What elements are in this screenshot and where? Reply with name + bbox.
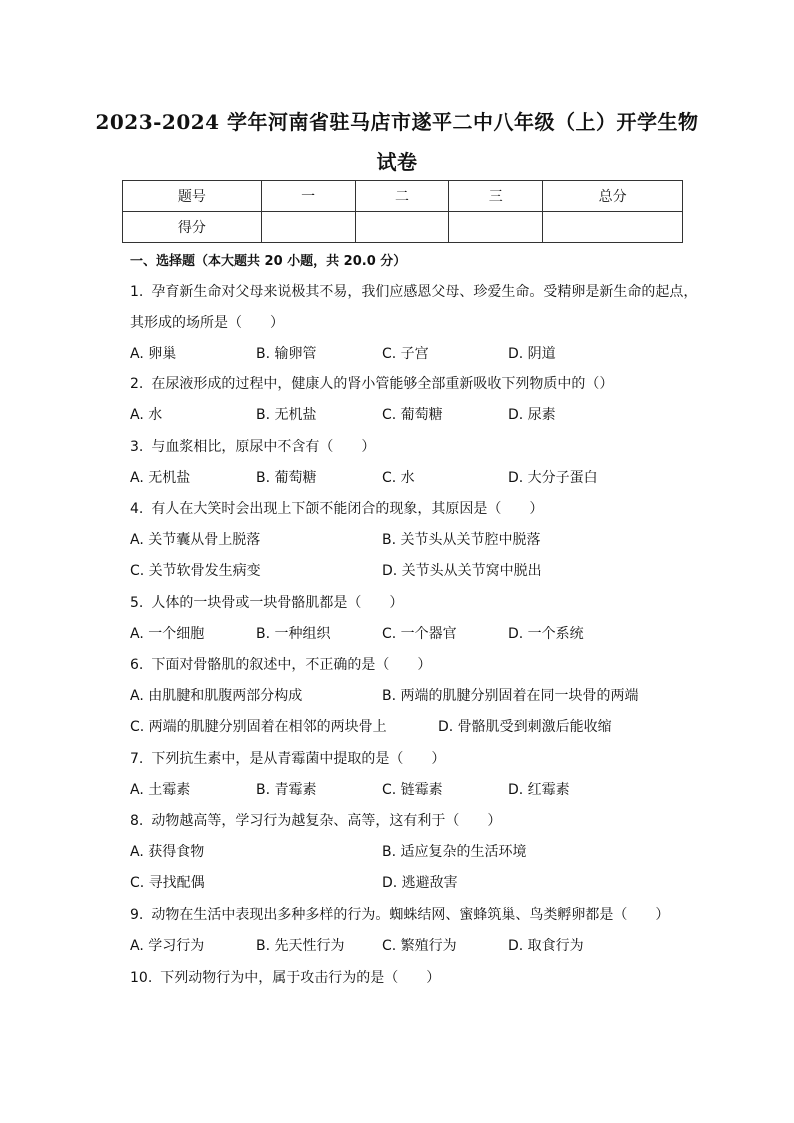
score-row-label: 得分 [123, 212, 262, 243]
question-text: 与血浆相比，原尿中不含有（ ） [151, 439, 376, 455]
question-number: 5. [130, 595, 144, 611]
score-header-cell: 总分 [543, 181, 683, 212]
score-table-score-row [123, 212, 683, 243]
option-a: A. 学习行为 [130, 938, 205, 954]
option-b: B. 适应复杂的生活环境 [382, 844, 527, 860]
score-cell [355, 212, 449, 243]
score-header-cell: 题号 [123, 181, 262, 212]
option-a: A. 关节囊从骨上脱落 [130, 532, 261, 548]
question-number: 3. [130, 439, 144, 455]
option-d: D. 红霉素 [508, 782, 570, 798]
question-number: 1. [130, 284, 144, 300]
option-a: A. 水 [130, 407, 163, 423]
option-b: B. 青霉素 [256, 782, 317, 798]
question-text: 下面对骨骼肌的叙述中，不正确的是（ ） [151, 657, 432, 673]
option-b: B. 关节头从关节腔中脱落 [382, 532, 541, 548]
exam-title-line1: 2023-2024 学年河南省驻马店市遂平二中八年级（上）开学生物 [95, 110, 699, 134]
question-6 [130, 657, 431, 673]
option-d: D. 一个系统 [508, 626, 584, 642]
option-a: A. 获得食物 [130, 844, 205, 860]
question-text: 动物在生活中表现出多种多样的行为。蜘蛛结网、蜜蜂筑巢、鸟类孵卵都是（ ） [151, 907, 670, 923]
score-table-header-row [123, 181, 683, 212]
question-text: 在尿液形成的过程中，健康人的肾小管能够全部重新吸收下列物质中的（） [151, 376, 614, 392]
question-text: 孕育新生命对父母来说极其不易，我们应感恩父母、珍爱生命。受精卵是新生命的起点， [151, 284, 698, 300]
question-text: 动物越高等，学习行为越复杂、高等，这有利于（ ） [151, 813, 502, 829]
option-b: B. 葡萄糖 [256, 470, 317, 486]
section-heading: 一、选择题（本大题共 20 小题，共 20.0 分） [130, 254, 407, 269]
question-text: 下列抗生素中，是从青霉菌中提取的是（ ） [151, 751, 446, 767]
option-c: C. 寻找配偶 [130, 875, 205, 891]
score-header-cell: 三 [449, 181, 543, 212]
question-3 [130, 439, 375, 455]
option-c: C. 葡萄糖 [382, 407, 443, 423]
question-5 [130, 595, 403, 611]
option-b: B. 无机盐 [256, 407, 317, 423]
question-1 [130, 284, 697, 300]
question-2 [130, 376, 613, 392]
option-b: B. 一种组织 [256, 626, 331, 642]
option-d: D. 尿素 [508, 407, 556, 423]
option-d: D. 关节头从关节窝中脱出 [382, 563, 542, 579]
score-header-cell: 一 [261, 181, 355, 212]
score-cell [543, 212, 683, 243]
question-number: 10. [130, 970, 153, 986]
option-d: D. 骨骼肌受到刺激后能收缩 [438, 719, 612, 735]
option-c: C. 子宫 [382, 346, 429, 362]
option-a: A. 卵巢 [130, 346, 177, 362]
option-b: B. 先天性行为 [256, 938, 345, 954]
option-c: C. 一个器官 [382, 626, 457, 642]
option-b: B. 两端的肌腱分别固着在同一块骨的两端 [382, 688, 639, 704]
option-c: C. 繁殖行为 [382, 938, 457, 954]
question-text: 下列动物行为中，属于攻击行为的是（ ） [160, 970, 441, 986]
option-a: A. 由肌腱和肌腹两部分构成 [130, 688, 303, 704]
option-a: A. 土霉素 [130, 782, 191, 798]
option-c: C. 链霉素 [382, 782, 443, 798]
option-d: D. 阴道 [508, 346, 556, 362]
exam-title-line2: 试卷 [376, 150, 418, 174]
question-10 [130, 970, 440, 986]
option-d: D. 逃避敌害 [382, 875, 458, 891]
question-1-continued: 其形成的场所是（ ） [130, 315, 284, 331]
question-text: 人体的一块骨或一块骨骼肌都是（ ） [151, 595, 404, 611]
question-8 [130, 813, 501, 829]
question-7 [130, 751, 445, 767]
option-c: C. 两端的肌腱分别固着在相邻的两块骨上 [130, 719, 387, 735]
question-number: 8. [130, 813, 144, 829]
question-number: 4. [130, 501, 144, 517]
option-a: A. 一个细胞 [130, 626, 205, 642]
option-c: C. 水 [382, 470, 415, 486]
option-b: B. 输卵管 [256, 346, 317, 362]
score-table [122, 180, 683, 243]
option-d: D. 取食行为 [508, 938, 584, 954]
option-d: D. 大分子蛋白 [508, 470, 598, 486]
score-cell [261, 212, 355, 243]
question-number: 7. [130, 751, 144, 767]
question-text: 有人在大笑时会出现上下颌不能闭合的现象，其原因是（ ） [151, 501, 544, 517]
option-a: A. 无机盐 [130, 470, 191, 486]
question-number: 9. [130, 907, 144, 923]
question-number: 6. [130, 657, 144, 673]
question-9 [130, 907, 669, 923]
score-header-cell: 二 [355, 181, 449, 212]
option-c: C. 关节软骨发生病变 [130, 563, 261, 579]
score-cell [449, 212, 543, 243]
question-number: 2. [130, 376, 144, 392]
question-4 [130, 501, 543, 517]
